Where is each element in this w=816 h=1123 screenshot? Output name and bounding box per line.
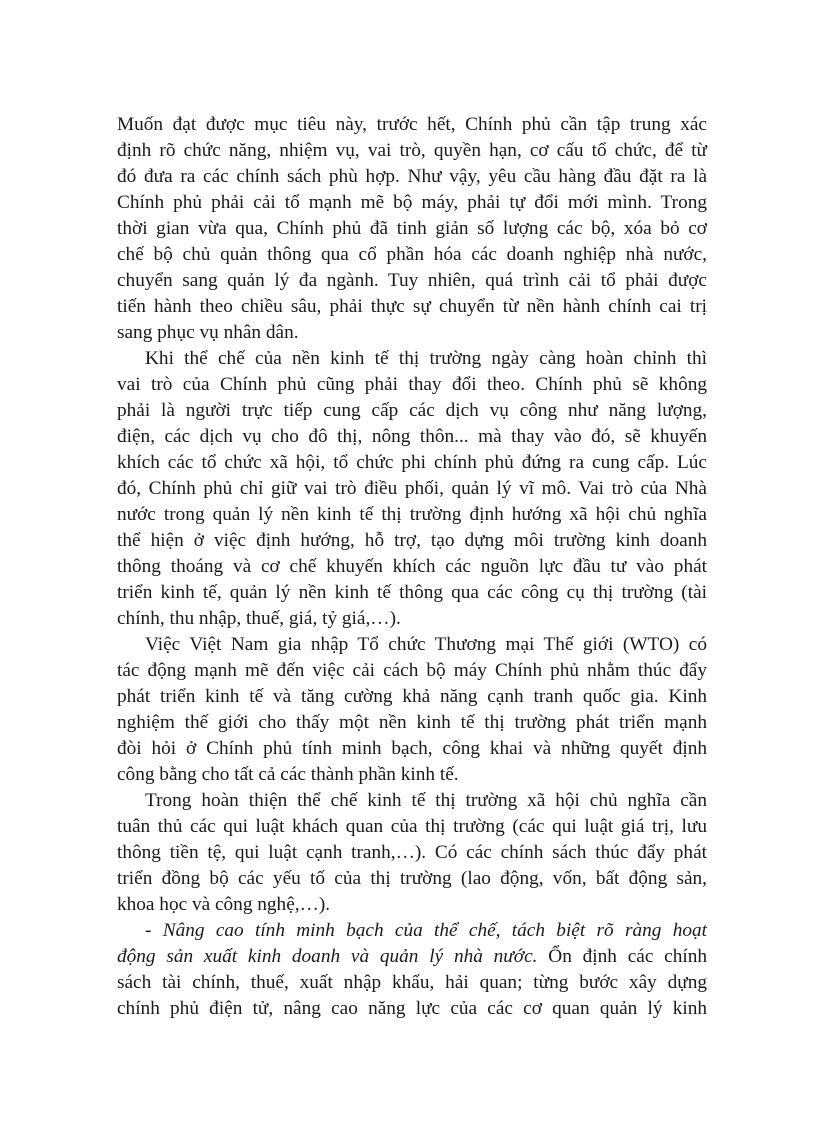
text-line: phải là người trực tiếp cung cấp các dịch vụ công như năng lượng,	[117, 400, 707, 421]
text-line: thông thoáng và cơ chế khuyến khích các nguồn lực đầu tư vào phát	[117, 556, 707, 577]
paragraph-1	[117, 112, 707, 346]
text-line: thể hiện ở việc định hướng, hỗ trợ, tạo dựng môi trường kinh doanh	[117, 530, 707, 551]
text-line: thời gian vừa qua, Chính phủ đã tinh giản số lượng các bộ, xóa bỏ cơ	[117, 218, 707, 239]
text-line: điện, các dịch vụ cho đô thị, nông thôn... mà thay vào đó, sẽ khuyến	[117, 426, 707, 447]
paragraph-4	[117, 788, 707, 918]
text-line: sách tài chính, thuế, xuất nhập khẩu, hải quan; từng bước xây dựng	[117, 972, 707, 993]
text-line: triển đồng bộ các yếu tố của thị trường (lao động, vốn, bất động sản,	[117, 868, 707, 889]
italic-text: động sản xuất kinh doanh và quản lý nhà nước.	[117, 946, 538, 967]
text-line: tuân thủ các qui luật khách quan của thị trường (các qui luật giá trị, lưu	[117, 816, 707, 837]
body-text	[117, 112, 707, 918]
text-line: Việc Việt Nam gia nhập Tổ chức Thương mại Thế giới (WTO) có	[145, 634, 707, 655]
text-line: khích các tổ chức xã hội, tổ chức phi chính phủ đứng ra cung cấp. Lúc	[117, 452, 707, 473]
text-line: Trong hoàn thiện thể chế kinh tế thị trường xã hội chủ nghĩa cần	[145, 790, 707, 811]
text-line: chính, thu nhập, thuế, giá, tỷ giá,…).	[117, 608, 401, 629]
text-line: triển kinh tế, quản lý nền kinh tế thông qua các công cụ thị trường (tài	[117, 582, 707, 603]
text-line: chế bộ chủ quản thông qua cổ phần hóa các doanh nghiệp nhà nước,	[117, 244, 707, 265]
text-line: đó, Chính phủ chỉ giữ vai trò điều phối, quản lý vĩ mô. Vai trò của Nhà	[117, 478, 707, 499]
text-line: Khi thể chế của nền kinh tế thị trường ngày càng hoàn chỉnh thì	[145, 348, 707, 369]
text-line: tác động mạnh mẽ đến việc cải cách bộ máy Chính phủ nhằm thúc đẩy	[117, 660, 707, 681]
text-line: định rõ chức năng, nhiệm vụ, vai trò, quyền hạn, cơ cấu tổ chức, để từ	[117, 140, 707, 161]
text-line: vai trò của Chính phủ cũng phải thay đổi theo. Chính phủ sẽ không	[117, 374, 707, 395]
text-line: - Nâng cao tính minh bạch của thể chế, tách biệt rõ ràng hoạt	[145, 920, 707, 941]
text-line: Muốn đạt được mục tiêu này, trước hết, Chính phủ cần tập trung xác	[117, 114, 707, 135]
paragraph-2	[117, 346, 707, 632]
text-line: tiến hành theo chiều sâu, phải thực sự chuyển từ nền hành chính cai trị	[117, 296, 707, 317]
paragraph-3	[117, 632, 707, 788]
normal-text: Ổn định các chính	[537, 946, 707, 967]
text-line: Chính phủ phải cải tổ mạnh mẽ bộ máy, phải tự đổi mới mình. Trong	[117, 192, 707, 213]
text-line: nước trong quản lý nền kinh tế thị trường định hướng xã hội chủ nghĩa	[117, 504, 707, 525]
text-line: đòi hỏi ở Chính phủ tính minh bạch, công khai và những quyết định	[117, 738, 707, 759]
text-line: sang phục vụ nhân dân.	[117, 322, 299, 343]
text-line: thông tiền tệ, qui luật cạnh tranh,…). Có các chính sách thúc đẩy phát	[117, 842, 707, 863]
text-line	[117, 944, 707, 970]
text-line: phát triển kinh tế và tăng cường khả năng cạnh tranh quốc gia. Kinh	[117, 686, 707, 707]
text-line: chính phủ điện tử, nâng cao năng lực của các cơ quan quản lý kinh	[117, 998, 707, 1019]
document-page	[117, 112, 707, 1022]
text-line: đó đưa ra các chính sách phù hợp. Như vậy, yêu cầu hàng đầu đặt ra là	[117, 166, 707, 187]
paragraph-5	[117, 918, 707, 1022]
text-line: nghiệm thế giới cho thấy một nền kinh tế thị trường phát triển mạnh	[117, 712, 707, 733]
text-line: chuyển sang quản lý đa ngành. Tuy nhiên, quá trình cải tổ phải được	[117, 270, 707, 291]
text-line: công bằng cho tất cả các thành phần kinh tế.	[117, 764, 459, 785]
text-line: khoa học và công nghệ,…).	[117, 894, 331, 915]
